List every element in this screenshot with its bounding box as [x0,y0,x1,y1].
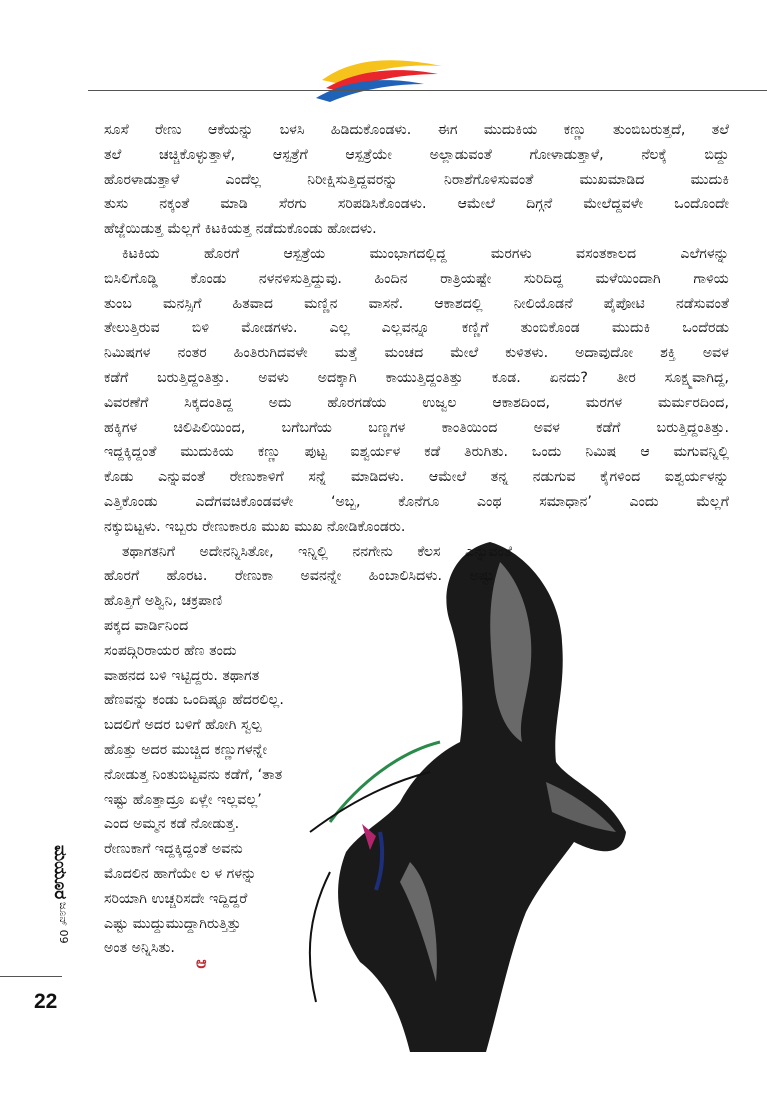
article-body [104,118,729,961]
text-line: ನಿಮಿಷಗಳ ನಂತರ ಹಿಂತಿರುಗಿದವಳೇ ಮತ್ತೆ ಮಂಚದ ಮೇಲೆ ಕುಳಿತಳು. ಅದಾವುದೋ ಶಕ್ತಿ ಅವಳ [104,345,729,362]
text-line: ವಿವರಣೆಗೆ ಸಿಕ್ಕದಂತಿದ್ದ ಅದು ಹೊರಗಡೆಯ ಉಜ್ವಲ ಆಕಾಶದಿಂದ, ಮರಗಳ ಮರ್ಮರದಿಂದ, [104,394,729,411]
text-line: ಎತ್ತಿಕೊಂಡು ಎದೆಗವಚಿಕೊಂಡವಳೇ ‘ಅಬ್ಬ, ಕೊನೆಗೂ ಎಂಥ ಸಮಾಧಾನ’ ಎಂದು ಮೆಲ್ಲಗೆ [104,493,729,510]
end-ornament-icon: ಆ [196,953,207,972]
text-line: ರೇಣುಕಾಗೆ ಇದ್ದಕ್ಕಿದ್ದಂತೆ ಅವನು [104,841,243,858]
text-line: ಎಷ್ಟು ಮುದ್ದುಮುದ್ದಾಗಿರುತ್ತಿತ್ತು [104,915,241,932]
logo-blue-stroke [316,80,424,102]
text-line: ಇಷ್ಟು ಹೊತ್ತಾದ್ರೂ ಏಳ್ಲೇ ಇಲ್ಲವಲ್ಲ’ [104,791,262,808]
footer-rule [0,976,62,977]
text-line: ಹೊರಗೆ ಹೊರಟ. ರೇಣುಕಾ ಅವನನ್ನೇ ಹಿಂಬಾಲಿಸಿದಳು. ಅಷ್ಟು [104,568,494,585]
text-line: ತಥಾಗತನಿಗೆ ಅದೇನನ್ನಿಸಿತೋ, ಇನ್ನಿಲ್ಲಿ ನನಗೇನು ಕೆಲಸ ಎನ್ನುವಂತೆ [122,543,512,560]
text-line: ಅಂತ ಅನ್ನಿಸಿತು. [104,940,175,957]
text-line: ಬಿಸಿಲಿಗೊಡ್ಡಿ ಕೊಂಡು ನಳನಳಿಸುತ್ತಿದ್ದುವು. ಹಿಂದಿನ ರಾತ್ರಿಯಷ್ಟೇ ಸುರಿದಿದ್ದ ಮಳೆಯಿಂದಾಗಿ ಗಾಳಿಯ [104,270,729,287]
text-line: ಹೆಣವನ್ನು ಕಂಡು ಒಂದಿಷ್ಟೂ ಹೆದರಲಿಲ್ಲ. [104,692,284,709]
magazine-logo [312,58,444,102]
text-line: ನಕ್ಕುಬಿಟ್ಟಳು. ಇಬ್ಬರು ರೇಣುಕಾರೂ ಮುಖ ಮುಖ ನೋಡಿಕೊಂಡರು. [104,518,406,535]
paragraph-3-wide [104,540,729,590]
text-line: ನೋಡುತ್ತ ನಿಂತುಬಿಟ್ಟವನು ಕಡೆಗೆ, ‘ತಾತ [104,766,283,783]
text-line: ಹೊತ್ತಿಗೆ ಅಶ್ವಿನಿ, ಚಕ್ರಪಾಣಿ [104,593,223,610]
text-line: ಸೂಸೆ ರೇಣು ಆಕೆಯನ್ನು ಬಳಸಿ ಹಿಡಿದುಕೊಂಡಳು. ಈಗ ಮುದುಕಿಯ ಕಣ್ಣು ತುಂಬಿಬರುತ್ತದೆ, ತಲೆ [104,122,729,138]
page-number: 22 [34,990,58,1013]
text-line: ಬದಲಿಗೆ ಅದರ ಬಳಿಗೆ ಹೋಗಿ ಸ್ವಲ್ಪ [104,717,262,734]
text-line: ಮೊದಲಿನ ಹಾಗೆಯೇ ಲ ಳ ಗಳನ್ನು [104,865,257,882]
text-line: ಎಂದ ಅಮ್ಮನ ಕಡೆ ನೋಡುತ್ತ. [104,816,240,833]
text-line: ತಲೆ ಚಚ್ಚಿಕೊಳ್ಳುತ್ತಾಳೆ, ಆಸ್ಪತ್ರೆಗೆ ಆಸ್ಪತ್ರೆಯೇ ಅಲ್ಲಾಡುವಂತೆ ಗೋಳಾಡುತ್ತಾಳೆ, ನೆಲಕ್ಕೆ ಬಿದ್ದು [104,146,729,163]
text-line: ಸರಿಯಾಗಿ ಉಚ್ಚರಿಸದೇ ಇದ್ದಿದ್ದರೆ [104,890,248,907]
text-line: ಹಕ್ಕಿಗಳ ಚಿಲಿಪಿಲಿಯಿಂದ, ಬಗೆಬಗೆಯ ಬಣ್ಣಗಳ ಕಾಂತಿಯಿಂದ ಅವಳ ಕಡೆಗೆ ಬರುತ್ತಿದ್ದಂತಿತ್ತು. [104,419,729,436]
text-line: ಕೊಡು ಎನ್ನುವಂತೆ ರೇಣುಕಾಳಿಗೆ ಸನ್ನೆ ಮಾಡಿದಳು. ಆಮೇಲೆ ತನ್ನ ನಡುಗುವ ಕೈಗಳಿಂದ ಐಶ್ವರ್ಯಳನ್ನು [104,469,729,486]
text-line: ತುಸು ನಕ್ಕಂತೆ ಮಾಡಿ ಸೆರಗು ಸರಿಪಡಿಸಿಕೊಂಡಳು. ಆಮೇಲೆ ದಿಗ್ಗನೆ ಮೇಲೆದ್ದವಳೇ ಒಂದೊಂದೇ [104,196,729,213]
sidebar-magazine-title: ಮಯೂರ [50,845,70,900]
text-line: ಪಕ್ಕದ ವಾರ್ಡಿನಿಂದ [104,617,189,634]
text-line: ಕಡೆಗೆ ಬರುತ್ತಿದ್ದಂತಿತ್ತು. ಅವಳು ಅದಕ್ಕಾಗಿ ಕಾಯುತ್ತಿದ್ದಂತಿತ್ತು ಕೂಡ. ಏನದು? ತೀರ ಸೂಕ್ಷ್ಮವಾಗಿದ್ದ, [104,369,729,386]
text-line: ಇದ್ದಕ್ಕಿದ್ದಂತೆ ಮುದುಕಿಯ ಕಣ್ಣು ಪುಟ್ಟ ಐಶ್ವರ್ಯಳ ಕಡೆ ತಿರುಗಿತು. ಒಂದು ನಿಮಿಷ ಆ ಮಗುವನ್ನಿಲ್ಲಿ [104,444,729,461]
text-line: ಹೊತ್ತು ಅದರ ಮುಚ್ಚಿದ ಕಣ್ಣುಗಳನ್ನೇ [104,741,268,758]
paragraph-3-narrow [104,589,729,961]
paragraph-1 [104,118,729,242]
paragraph-2 [104,242,729,540]
text-line: ತೇಲುತ್ತಿರುವ ಬಿಳಿ ಮೋಡಗಳು. ಎಲ್ಲ ಎಲ್ಲವನ್ನೂ ಕಣ್ಣಿಗೆ ತುಂಬಿಕೊಂಡ ಮುದುಕಿ ಒಂದೆರಡು [104,320,729,337]
header-rule [88,90,767,91]
text-line: ಸಂಪದ್ಗಿರಿರಾಯರ ಹೆಣ ತಂದು [104,642,237,659]
text-line: ವಾಹನದ ಬಳಿ ಇಟ್ಟಿದ್ದರು. ತಥಾಗತ [104,667,260,684]
text-line: ಕಿಟಕಿಯ ಹೊರಗೆ ಆಸ್ಪತ್ರೆಯ ಮುಂಭಾಗದಲ್ಲಿದ್ದ ಮರಗಳು ವಸಂತಕಾಲದ ಎಲೆಗಳನ್ನು [122,245,729,262]
text-line: ಹೆಜ್ಜೆಯಿಡುತ್ತ ಮೆಲ್ಲಗೆ ಕಿಟಕಿಯತ್ತ ನಡೆದುಕೊಂಡು ಹೋದಳು. [104,221,377,238]
text-line: ತುಂಬ ಮನಸ್ಸಿಗೆ ಹಿತವಾದ ಮಣ್ಣಿನ ವಾಸನೆ. ಆಕಾಶದಲ್ಲಿ ನೀಲಿಯೊಡನೆ ಪೈಪೋಟಿ ನಡೆಸುವಂತೆ [104,295,729,312]
text-line: ಹೊರಳಾಡುತ್ತಾಳೆ ಎಂದೆಲ್ಲ ನಿರೀಕ್ಷಿಸುತ್ತಿದ್ದವರನ್ನು ನಿರಾಶೆಗೊಳಿಸುವಂತೆ ಮುಖಮಾಡಿದ ಮುದುಕಿ [104,171,729,188]
sidebar-issue-date: ಜೂನ್ 09 [57,902,70,944]
